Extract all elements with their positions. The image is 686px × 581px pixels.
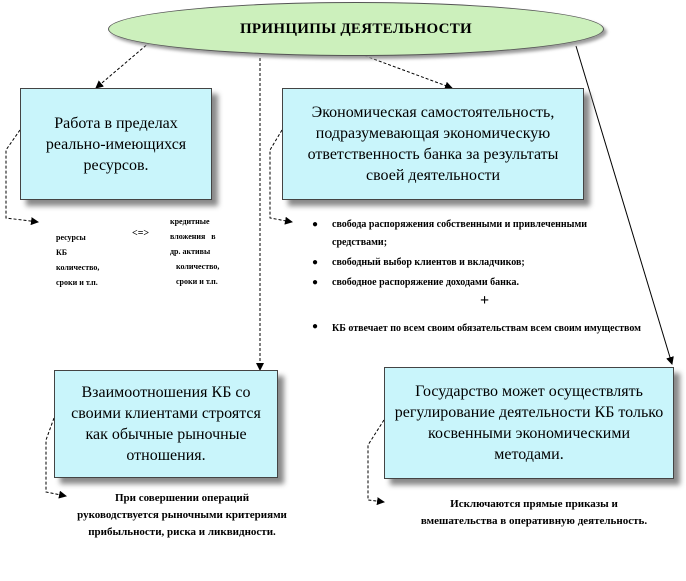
bullet-icon: ● bbox=[312, 277, 319, 288]
box-clients bbox=[54, 370, 278, 478]
resources-right-line: др. активы bbox=[170, 247, 211, 256]
bullet-text: КБ отвечает по всем своим обязательствам всем своим имуществом bbox=[332, 323, 641, 334]
bullet-text: свободный выбор клиентов и вкладчиков; bbox=[332, 257, 525, 268]
resources-left-line: количество, bbox=[56, 263, 100, 272]
resources-right-line: вложения в bbox=[170, 232, 216, 241]
state-note: Исключаются прямые приказы и вмешательства в оперативную деятельность. bbox=[420, 498, 648, 527]
resources-left-list bbox=[56, 230, 99, 290]
bullet-icon: ● bbox=[312, 219, 319, 230]
arrow-title-to-state bbox=[576, 46, 672, 364]
resources-left-line: ресурсы bbox=[56, 233, 86, 242]
resources-right-line: сроки и т.п. bbox=[176, 277, 218, 286]
independence-bullet bbox=[314, 216, 644, 252]
box-independence-text: Экономическая самостоятельность, подразумевающая экономическую ответственность банка за результаты своей деятельности bbox=[307, 104, 559, 184]
independence-extra bbox=[314, 318, 674, 340]
plus-sign: + bbox=[480, 292, 490, 309]
resources-equivalence-arrow: <=> bbox=[132, 228, 150, 239]
box-clients-text: Взаимоотношения КБ со своими клиентами строятся как обычные рыночные отношения. bbox=[71, 384, 261, 464]
arrow-title-to-independence bbox=[360, 54, 452, 88]
box-resources bbox=[20, 88, 212, 200]
box-resources-text: Работа в пределах реально-имеющихся ресурсов. bbox=[45, 114, 187, 174]
box-state bbox=[384, 367, 674, 479]
arrow-title-to-resources bbox=[96, 42, 150, 88]
resources-left-line: сроки и т.п. bbox=[56, 278, 98, 287]
box-state-text: Государство может осуществлять регулирование деятельности КБ только косвенными экономическими методами. bbox=[394, 383, 664, 463]
bullet-icon: ● bbox=[312, 257, 319, 268]
bracket-state bbox=[368, 420, 384, 502]
box-independence bbox=[282, 88, 584, 200]
bullet-icon: ● bbox=[312, 321, 319, 332]
resources-left-line: КБ bbox=[56, 248, 68, 257]
bullet-text: свободное распоряжение доходами банка. bbox=[332, 277, 520, 288]
independence-bullet bbox=[314, 274, 644, 292]
clients-note: При совершении операций руководствуется рыночными критериями прибыльности, риска и ликвидности. bbox=[77, 492, 287, 538]
diagram-title: ПРИНЦИПЫ ДЕЯТЕЛЬНОСТИ bbox=[239, 20, 473, 37]
resources-right-list bbox=[170, 214, 219, 289]
title-ellipse bbox=[108, 2, 604, 56]
resources-right-line: кредитные bbox=[170, 217, 210, 226]
resources-right-line: количество, bbox=[176, 262, 220, 271]
independence-bullet bbox=[314, 254, 644, 272]
bullet-text: свобода распоряжения собственными и привлеченными средствами; bbox=[332, 219, 588, 248]
